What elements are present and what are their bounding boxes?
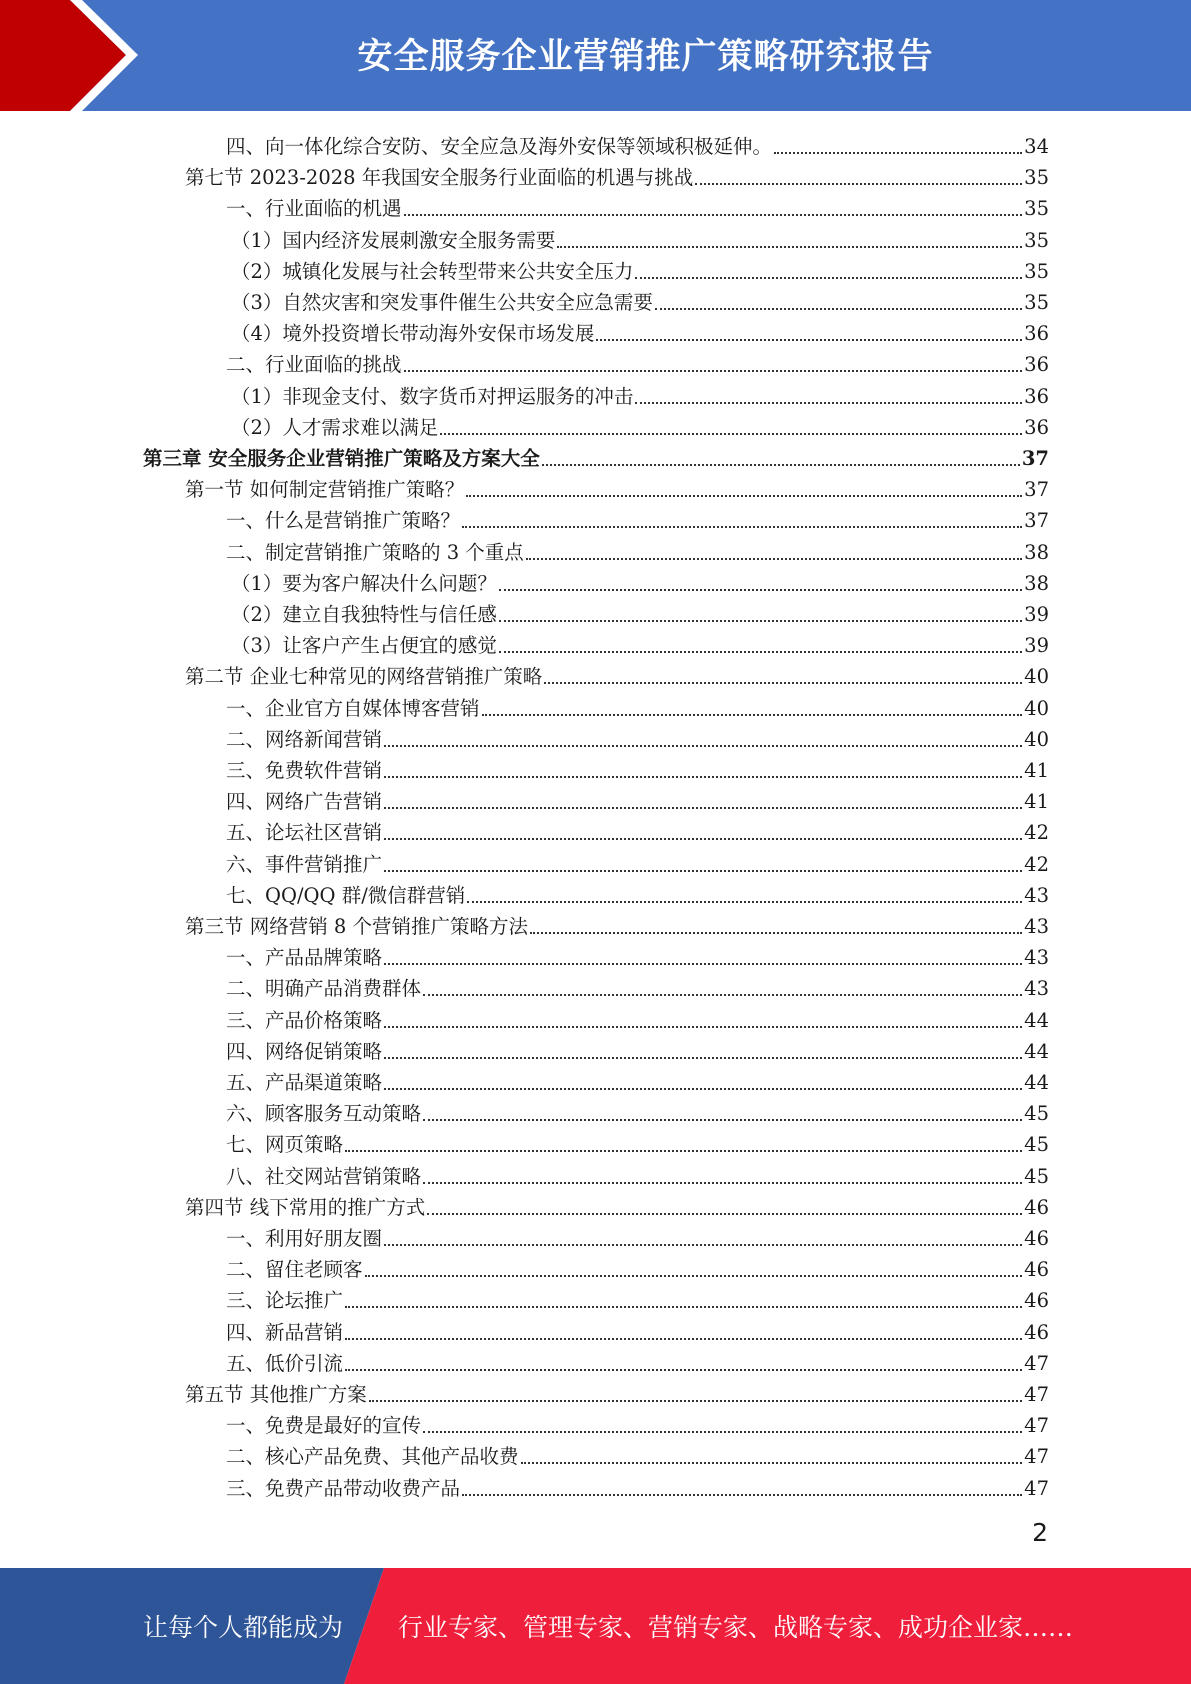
toc-entry-page: 34	[1024, 135, 1049, 158]
toc-dot-leader	[557, 246, 1022, 248]
toc-entry-title: 二、行业面临的挑战	[226, 353, 402, 377]
toc-entry[interactable]	[185, 908, 1049, 939]
toc-entry-page: 36	[1024, 322, 1049, 346]
toc-dot-leader	[635, 277, 1022, 279]
toc-dot-leader	[542, 464, 1020, 466]
toc-entry-title: 五、低价引流	[226, 1351, 344, 1375]
toc-entry-title: 第七节 2023-2028 年我国安全服务行业面临的机遇与挑战	[185, 166, 694, 190]
toc-entry-title: 三、产品价格策略	[226, 1008, 383, 1032]
toc-dot-leader	[423, 994, 1022, 996]
toc-entry[interactable]	[226, 814, 1049, 845]
toc-dot-leader	[462, 526, 1022, 528]
toc-entry-page: 46	[1024, 1289, 1049, 1313]
toc-entry-page: 38	[1024, 571, 1049, 595]
toc-entry-page: 42	[1024, 852, 1049, 876]
toc-entry-page: 47	[1024, 1383, 1049, 1406]
toc-entry-page: 43	[1024, 915, 1049, 938]
toc-entry-title: 二、核心产品免费、其他产品收费	[226, 1445, 519, 1469]
toc-entry-title: 四、向一体化综合安防、安全应急及海外安保等领域积极延伸。	[226, 135, 773, 158]
toc-dot-leader	[365, 1275, 1023, 1277]
toc-entry[interactable]	[226, 502, 1049, 533]
footer-slogan-left: 让每个人都能成为	[143, 1613, 344, 1642]
toc-entry-title: 五、论坛社区营销	[226, 821, 383, 845]
toc-entry[interactable]	[231, 409, 1049, 440]
toc-dot-leader	[499, 589, 1022, 591]
toc-entry-title: 三、免费产品带动收费产品	[226, 1476, 461, 1500]
toc-entry-page: 37	[1024, 509, 1049, 533]
toc-entry-title: （3）自然灾害和突发事件催生公共安全应急需要	[231, 291, 653, 314]
page-number: 2	[1032, 1518, 1048, 1547]
toc-entry[interactable]	[226, 1314, 1049, 1345]
toc-dot-leader	[345, 1150, 1022, 1152]
toc-entry-page: 45	[1024, 1133, 1049, 1157]
toc-entry-page: 44	[1024, 1071, 1049, 1094]
toc-entry-page: 36	[1024, 384, 1049, 408]
toc-dot-leader	[384, 776, 1022, 778]
toc-entry[interactable]	[143, 440, 1049, 471]
toc-dot-leader	[384, 1088, 1022, 1090]
toc-entry-title: （2）建立自我独特性与信任感	[231, 603, 497, 626]
toc-entry-title: 一、利用好朋友圈	[226, 1227, 383, 1250]
toc-entry[interactable]	[226, 1282, 1049, 1313]
toc-entry-page: 36	[1024, 353, 1049, 377]
toc-entry-title: 一、企业官方自媒体博客营销	[226, 696, 480, 720]
toc-entry-page: 47	[1024, 1476, 1049, 1500]
toc-dot-leader	[635, 402, 1022, 404]
toc-entry[interactable]	[226, 1033, 1049, 1064]
toc-entry[interactable]	[185, 1189, 1049, 1220]
toc-dot-leader	[423, 1182, 1022, 1184]
toc-entry[interactable]	[231, 627, 1049, 658]
toc-entry[interactable]	[226, 721, 1049, 752]
toc-entry[interactable]	[226, 690, 1049, 721]
toc-entry-title: （1）非现金支付、数字货币对押运服务的冲击	[231, 384, 634, 408]
toc-dot-leader	[530, 932, 1022, 934]
toc-entry[interactable]	[226, 1251, 1049, 1282]
toc-entry[interactable]	[231, 565, 1049, 596]
toc-entry-page: 37	[1021, 447, 1049, 470]
toc-entry-title: （2）城镇化发展与社会转型带来公共安全压力	[231, 259, 634, 283]
toc-dot-leader	[345, 1306, 1022, 1308]
toc-entry-title: 一、免费是最好的宣传	[226, 1414, 422, 1438]
toc-entry[interactable]	[226, 1345, 1049, 1376]
toc-entry-title: 第三节 网络营销 8 个营销推广策略方法	[185, 915, 529, 938]
toc-entry-title: 四、网络促销策略	[226, 1039, 383, 1063]
toc-entry-page: 46	[1024, 1227, 1049, 1250]
toc-entry-title: 六、顾客服务互动策略	[226, 1102, 422, 1126]
toc-entry-title: （4）境外投资增长带动海外安保市场发展	[231, 322, 595, 346]
toc-entry-title: 六、事件营销推广	[226, 852, 383, 876]
toc-entry[interactable]	[226, 1002, 1049, 1033]
toc-entry[interactable]	[226, 752, 1049, 783]
toc-entry-title: （1）要为客户解决什么问题？	[231, 571, 497, 595]
toc-dot-leader	[384, 807, 1022, 809]
toc-entry-title: 第一节 如何制定营销推广策略？	[185, 478, 465, 502]
toc-entry[interactable]	[231, 596, 1049, 627]
toc-dot-leader	[404, 370, 1023, 372]
toc-entry-title: 三、论坛推广	[226, 1289, 344, 1313]
footer-slogan-right: 行业专家、管理专家、营销专家、战略专家、成功企业家……	[398, 1613, 1074, 1642]
toc-entry[interactable]	[226, 128, 1049, 159]
toc-dot-leader	[462, 1494, 1022, 1496]
toc-entry[interactable]	[226, 534, 1049, 565]
toc-dot-leader	[596, 339, 1022, 341]
toc-entry[interactable]	[226, 346, 1049, 377]
toc-entry-title: 二、留住老顾客	[226, 1258, 363, 1282]
toc-entry[interactable]	[185, 658, 1049, 689]
toc-entry-title: （3）让客户产生占便宜的感觉	[231, 634, 497, 658]
toc-dot-leader	[655, 308, 1022, 310]
toc-entry-title: 七、网页策略	[226, 1133, 344, 1157]
toc-entry[interactable]	[226, 846, 1049, 877]
toc-entry-page: 35	[1024, 291, 1049, 314]
document-title: 安全服务企业营销推广策略研究报告	[357, 37, 934, 77]
toc-dot-leader	[384, 1057, 1022, 1059]
toc-entry-page: 40	[1024, 727, 1049, 751]
toc-entry-page: 44	[1024, 1008, 1049, 1032]
toc-entry-title: 第三章 安全服务企业营销推广策略及方案大全	[143, 447, 540, 470]
toc-dot-leader	[499, 620, 1022, 622]
toc-entry-title: 二、制定营销推广策略的 3 个重点	[226, 540, 524, 564]
toc-dot-leader	[774, 152, 1022, 154]
toc-entry[interactable]	[226, 1095, 1049, 1126]
toc-entry-page: 39	[1024, 634, 1049, 658]
toc-entry-title: 七、QQ/QQ 群/微信群营销	[226, 883, 466, 907]
toc-entry-page: 35	[1024, 228, 1049, 252]
toc-entry-page: 46	[1024, 1258, 1049, 1282]
toc-entry[interactable]	[231, 222, 1049, 253]
toc-dot-leader	[526, 558, 1022, 560]
toc-dot-leader	[345, 1369, 1022, 1371]
toc-entry-title: 八、社交网站营销策略	[226, 1164, 422, 1188]
toc-entry-page: 36	[1024, 415, 1049, 439]
toc-entry-page: 43	[1024, 883, 1049, 907]
toc-dot-leader	[544, 682, 1022, 684]
toc-entry-page: 40	[1024, 665, 1049, 689]
toc-dot-leader	[384, 963, 1022, 965]
toc-entry[interactable]	[226, 877, 1049, 908]
toc-entry-page: 35	[1024, 259, 1049, 283]
toc-entry[interactable]	[226, 1470, 1049, 1501]
toc-entry-title: 二、网络新闻营销	[226, 727, 383, 751]
toc-entry-page: 45	[1024, 1164, 1049, 1188]
toc-entry-title: 一、产品品牌策略	[226, 946, 383, 970]
toc-entry[interactable]	[226, 970, 1049, 1001]
toc-entry[interactable]	[185, 1376, 1049, 1407]
toc-entry-title: （2）人才需求难以满足	[231, 415, 439, 439]
toc-entry-page: 38	[1024, 540, 1049, 564]
toc-entry[interactable]	[231, 253, 1049, 284]
toc-entry[interactable]	[226, 783, 1049, 814]
toc-entry-page: 43	[1024, 946, 1049, 970]
toc-entry-page: 42	[1024, 821, 1049, 845]
toc-entry-page: 40	[1024, 696, 1049, 720]
page-header	[0, 0, 1191, 111]
toc-dot-leader	[427, 1213, 1022, 1215]
toc-dot-leader	[384, 870, 1022, 872]
toc-entry-title: 三、免费软件营销	[226, 759, 383, 782]
toc-dot-leader	[345, 1338, 1022, 1340]
toc-entry[interactable]	[226, 190, 1049, 221]
toc-dot-leader	[384, 745, 1022, 747]
toc-entry[interactable]	[226, 939, 1049, 970]
toc-entry-page: 44	[1024, 1039, 1049, 1063]
toc-dot-leader	[384, 1244, 1022, 1246]
toc-entry[interactable]	[226, 1407, 1049, 1438]
toc-dot-leader	[521, 1462, 1023, 1464]
toc-entry-title: 第二节 企业七种常见的网络营销推广策略	[185, 665, 543, 689]
toc-entry-page: 47	[1024, 1414, 1049, 1438]
page-footer	[0, 1568, 1191, 1684]
toc-entry-page: 47	[1024, 1351, 1049, 1375]
toc-entry-page: 45	[1024, 1102, 1049, 1126]
toc-entry[interactable]	[231, 378, 1049, 409]
toc-entry-title: 一、行业面临的机遇	[226, 197, 402, 221]
toc-dot-leader	[467, 901, 1022, 903]
toc-dot-leader	[404, 214, 1023, 216]
toc-entry-page: 41	[1024, 759, 1049, 782]
toc-entry[interactable]	[231, 315, 1049, 346]
toc-entry-page: 47	[1024, 1445, 1049, 1469]
toc-entry-title: 五、产品渠道策略	[226, 1071, 383, 1094]
toc-dot-leader	[482, 714, 1023, 716]
toc-entry-title: 二、明确产品消费群体	[226, 977, 422, 1001]
toc-entry-title: 第四节 线下常用的推广方式	[185, 1195, 426, 1219]
toc-entry[interactable]	[226, 1220, 1049, 1251]
toc-dot-leader	[384, 838, 1022, 840]
toc-dot-leader	[384, 1026, 1022, 1028]
toc-entry-page: 46	[1024, 1195, 1049, 1219]
toc-entry-page: 39	[1024, 603, 1049, 626]
toc-entry[interactable]	[185, 159, 1049, 190]
toc-entry-title: 四、新品营销	[226, 1320, 344, 1344]
toc-dot-leader	[466, 495, 1022, 497]
toc-entry-page: 41	[1024, 790, 1049, 814]
toc-entry-title: 四、网络广告营销	[226, 790, 383, 814]
toc-dot-leader	[695, 183, 1022, 185]
toc-entry-title: （1）国内经济发展刺激安全服务需要	[231, 228, 556, 252]
toc-entry-title: 一、什么是营销推广策略？	[226, 509, 461, 533]
toc-dot-leader	[423, 1431, 1022, 1433]
toc-dot-leader	[440, 433, 1022, 435]
toc-dot-leader	[369, 1400, 1022, 1402]
toc-entry[interactable]	[185, 471, 1049, 502]
toc-entry-title: 第五节 其他推广方案	[185, 1383, 367, 1406]
toc-entry-page: 35	[1024, 197, 1049, 221]
toc-dot-leader	[423, 1119, 1022, 1121]
header-chevron-decoration	[0, 0, 160, 111]
toc-entry-page: 35	[1024, 166, 1049, 190]
toc-entry[interactable]	[226, 1064, 1049, 1095]
toc-entry[interactable]	[226, 1438, 1049, 1469]
toc-entry-page: 46	[1024, 1320, 1049, 1344]
toc-dot-leader	[499, 651, 1022, 653]
toc-entry[interactable]	[231, 284, 1049, 315]
toc-entry-page: 43	[1024, 977, 1049, 1001]
toc-entry-page: 37	[1024, 478, 1049, 502]
toc-entry[interactable]	[226, 1158, 1049, 1189]
toc-entry[interactable]	[226, 1126, 1049, 1157]
